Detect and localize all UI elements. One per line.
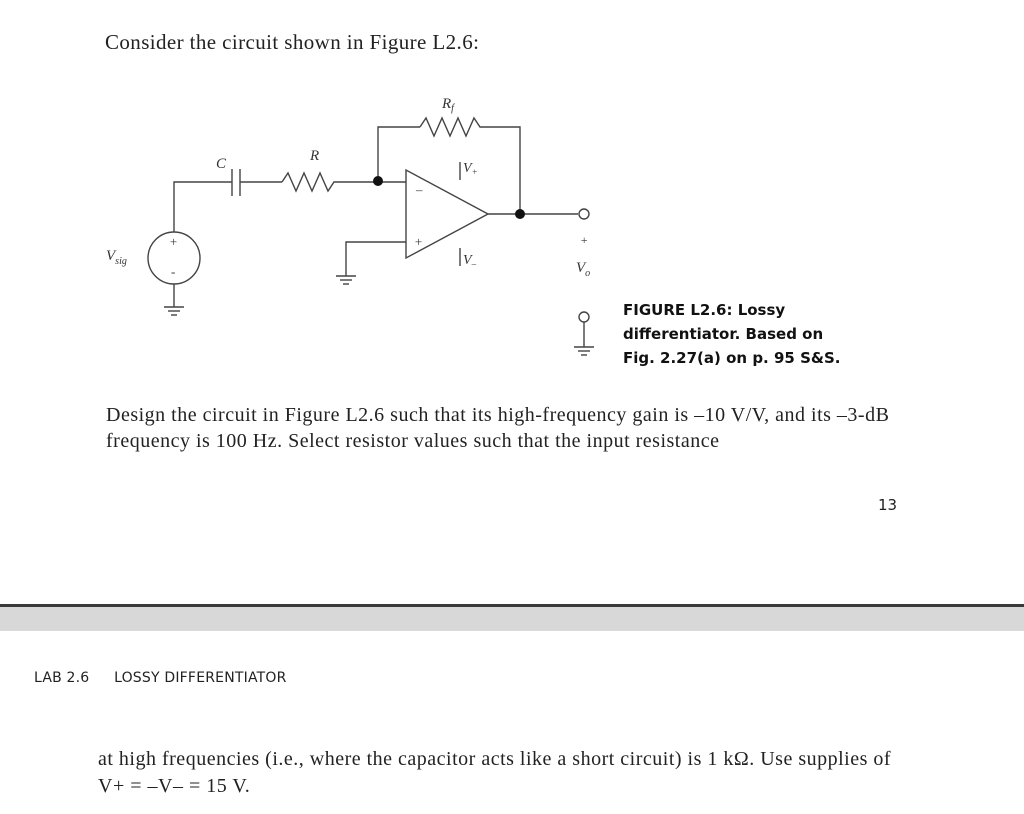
- label-c: C: [216, 156, 227, 172]
- figure-caption-line-1: FIGURE L2.6: Lossy: [623, 301, 786, 319]
- figure-caption: [623, 298, 863, 370]
- label-vsig: $V_{sig}$: [106, 248, 127, 267]
- design-paragraph: Design the circuit in Figure L2.6 such that its high-frequency gain is –10 V/V, and its –3-dB frequency is 100 Hz. Select resistor values such that the input resistance: [106, 404, 890, 452]
- sign-noninverting: +: [414, 234, 423, 249]
- source-plus-sign: +: [169, 234, 178, 249]
- junction-node-output: [515, 209, 525, 219]
- continuation-paragraph: at high frequencies (i.e., where the capacitor acts like a short circuit) is 1 kΩ. Use supplies of V+ = –V– = 15 V.: [98, 748, 892, 797]
- running-header-title: LOSSY DIFFERENTIATOR: [114, 670, 287, 686]
- running-header-section: LAB 2.6: [34, 670, 90, 686]
- label-r: R: [310, 148, 320, 164]
- junction-node-inverting: [373, 176, 383, 186]
- ground-output: [574, 347, 594, 355]
- figure-caption-line-3: Fig. 2.27(a) on p. 95 S&S.: [623, 349, 841, 367]
- page-number: 13: [878, 496, 898, 514]
- running-header: [34, 670, 287, 686]
- output-terminal-top: [579, 209, 589, 219]
- ground-noninv: [336, 276, 356, 284]
- label-vminus: $V_-$: [463, 253, 477, 269]
- label-vo: $V_o$: [576, 260, 591, 279]
- input-resistor: [282, 173, 378, 191]
- label-rf: $R_f$: [442, 96, 454, 114]
- page-gap: [0, 607, 1024, 631]
- figure-caption-line-2: differentiator. Based on: [623, 325, 824, 343]
- output-plus-sign: +: [580, 233, 589, 247]
- label-vplus: $V_+$: [463, 161, 478, 177]
- circuit-diagram: [90, 80, 610, 380]
- source-minus-sign: -: [171, 264, 176, 279]
- output-terminal-bottom: [579, 312, 589, 322]
- intro-text: Consider the circuit shown in Figure L2.6:: [105, 30, 480, 54]
- sign-inverting: –: [416, 182, 423, 197]
- ground-source: [164, 307, 184, 315]
